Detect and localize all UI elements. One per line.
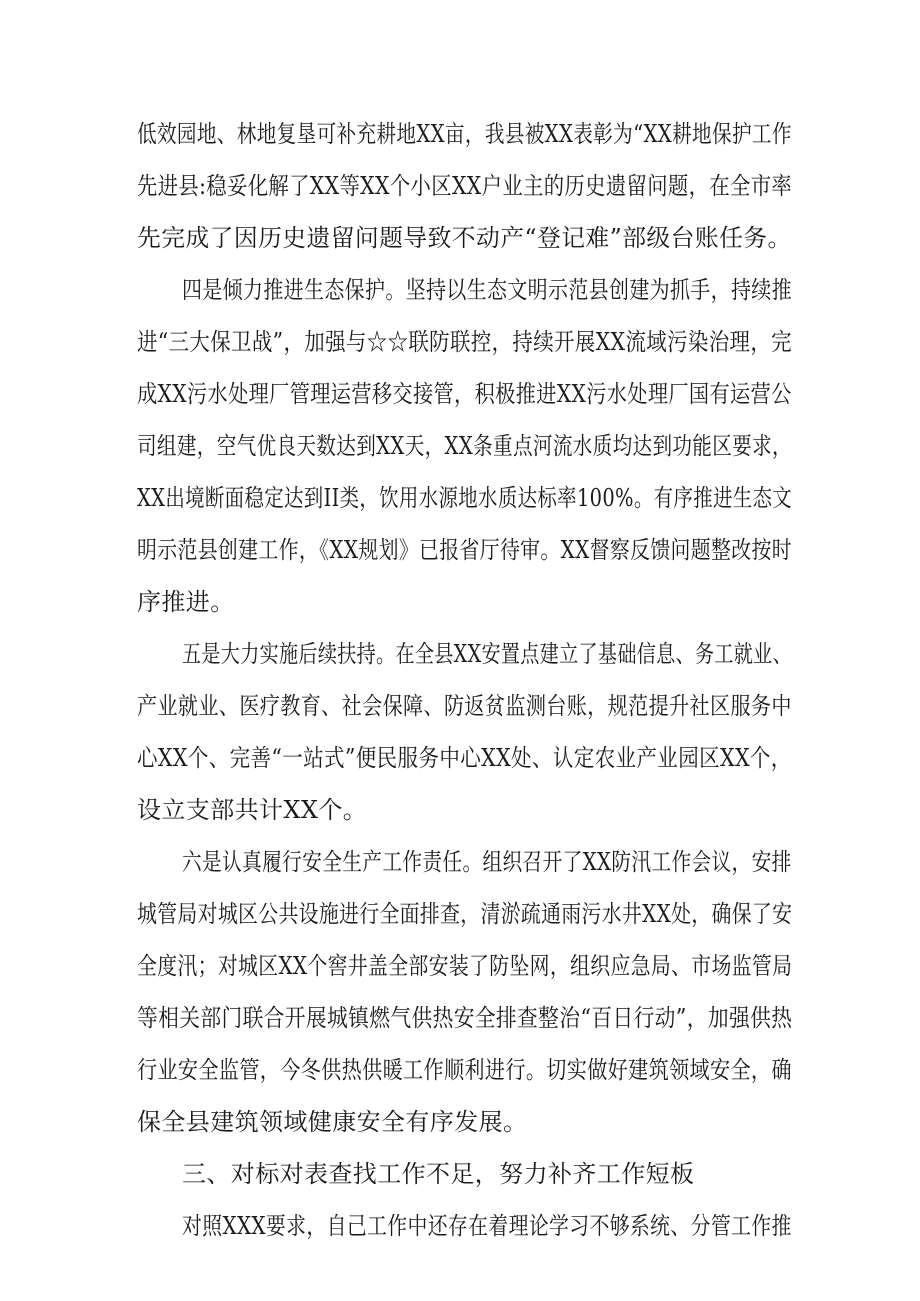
body-line: 行业安全监管，今冬供热供暖工作顺利进行。切实做好建筑领域安全，确: [137, 1056, 792, 1084]
body-line: 序推进。: [137, 588, 235, 616]
body-line: 先完成了因历史遗留问题导致不动产“登记难”部级台账任务。: [137, 224, 792, 252]
section-heading: 三、对标对表查找工作不足，努力补齐工作短板: [182, 1160, 695, 1188]
body-line: 进“三大保卫战”，加强与☆☆联防联控，持续开展XX流域污染治理，完: [137, 328, 792, 356]
body-line: 六是认真履行安全生产工作责任。组织召开了XX防汛工作会议，安排: [182, 848, 792, 876]
body-line: 对照XXX要求，自己工作中还存在着理论学习不够系统、分管工作推: [182, 1212, 792, 1240]
body-line: 心XX个、完善“一站式”便民服务中心XX处、认定农业产业园区XX个，: [137, 744, 792, 772]
body-line: 设立支部共计XX个。: [137, 796, 368, 824]
body-line: 明示范县创建工作，《XX规划》已报省厅待审。XX督察反馈问题整改按时: [137, 536, 792, 564]
body-line: 等相关部门联合开展城镇燃气供热安全排查整治“百日行动”，加强供热: [137, 1004, 793, 1032]
body-line: 成XX污水处理厂管理运营移交接管，积极推进XX污水处理厂国有运营公: [137, 380, 792, 408]
body-line: 城管局对城区公共设施进行全面排查，清淤疏通雨污水井XX处，确保了安: [137, 900, 793, 928]
body-line: 保全县建筑领域健康安全有序发展。: [137, 1108, 528, 1136]
body-line: 先进县:稳妥化解了XX等XX个小区XX户业主的历史遗留问题，在全市率: [137, 172, 793, 200]
body-line: 司组建，空气优良天数达到XX天，XX条重点河流水质均达到功能区要求，: [137, 432, 792, 460]
body-line: XX出境断面稳定达到II类，饮用水源地水质达标率100%。有序推进生态文: [137, 484, 793, 512]
body-line: 五是大力实施后续扶持。在全县XX安置点建立了基础信息、务工就业、: [182, 640, 792, 668]
body-line: 低效园地、林地复垦可补充耕地XX亩，我县被XX表彰为“XX耕地保护工作: [137, 120, 792, 148]
body-line: 全度汛；对城区XX个窖井盖全部安装了防坠网，组织应急局、市场监管局: [137, 952, 793, 980]
body-line: 四是倾力推进生态保护。坚持以生态文明示范县创建为抓手，持续推: [182, 276, 792, 304]
body-line: 产业就业、医疗教育、社会保障、防返贫监测台账，规范提升社区服务中: [137, 692, 792, 720]
